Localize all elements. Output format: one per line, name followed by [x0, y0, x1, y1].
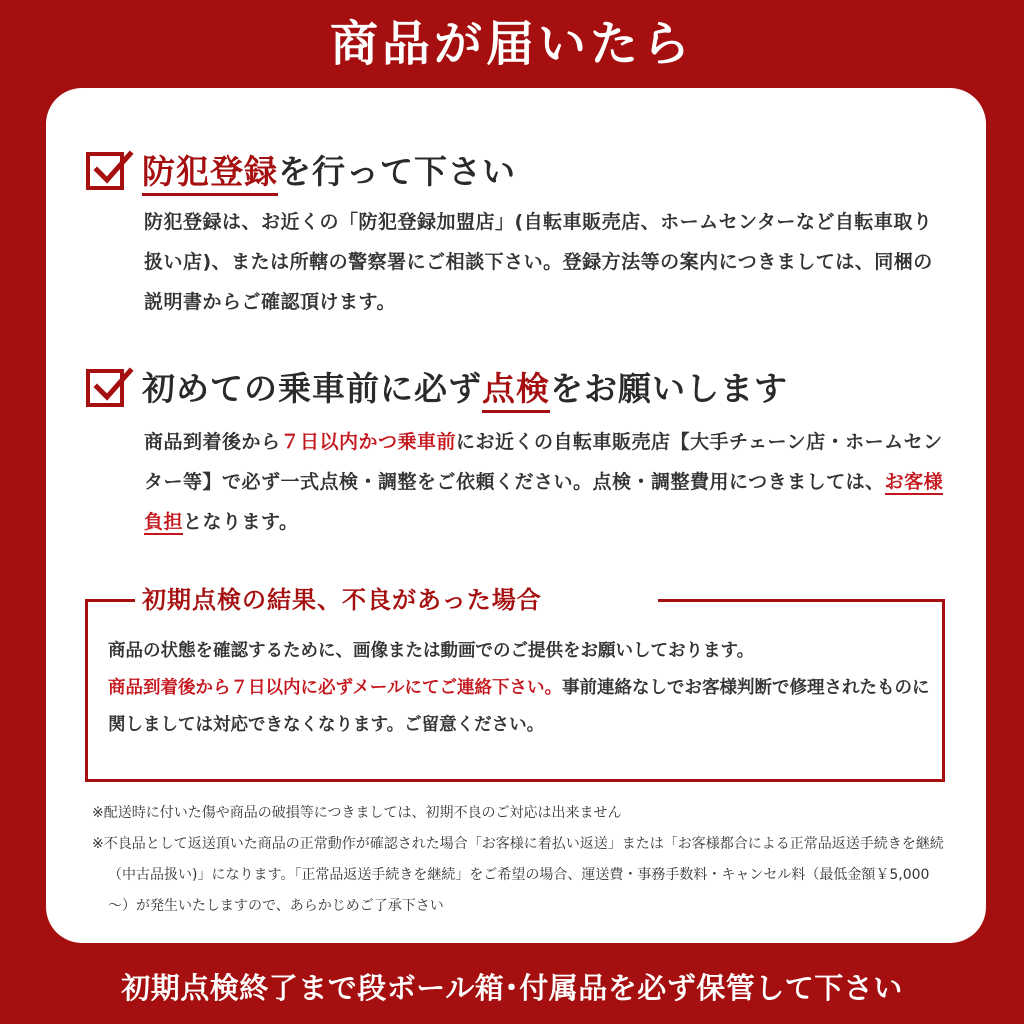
section2-body-part1: 商品到着後から	[144, 431, 281, 453]
section2-heading-highlight: 点検	[482, 369, 550, 413]
footer-banner: 初期点検終了まで段ボール箱･付属品を必ず保管して下さい	[121, 971, 903, 1005]
page-title: 商品が届いたら	[329, 16, 694, 72]
defect-box-top-border-right	[658, 599, 945, 602]
defect-box-rest-text: 事前連絡なしでお客様判断で修理されたものに関しましては対応できなくなります。ご留意ください。	[108, 678, 930, 735]
check-mark-icon	[88, 363, 134, 409]
checkbox-check-icon	[86, 152, 124, 190]
section2-heading-after: をお願いします	[550, 369, 788, 408]
defect-box-red-text: 商品到着後から７日以内に必ずメールにてご連絡下さい。	[108, 678, 562, 698]
section2-body-red2: お客様負担	[144, 471, 944, 533]
check-mark-icon	[88, 146, 134, 192]
content-card	[46, 88, 986, 943]
section2-body-part3: となります。	[183, 511, 299, 533]
defect-box-line1: 商品の状態を確認するために、画像または動画でのご提供をお願いしております。	[108, 641, 755, 661]
defect-box-title: 初期点検の結果、不良があった場合	[142, 586, 542, 614]
section1-heading-rest: を行って下さい	[278, 152, 516, 191]
defect-box-text	[108, 633, 938, 744]
section2-heading-before: 初めての乗車前に必ず	[142, 369, 482, 408]
checkbox-check-icon	[86, 369, 124, 407]
section2-body-red1: ７日以内かつ乗車前	[280, 431, 457, 453]
section2-heading	[142, 363, 788, 410]
section1-heading	[142, 146, 516, 193]
note-1: ※配送時に付いた傷や商品の破損等につきましては、初期不良のご対応は出来ません	[92, 805, 622, 821]
defect-box-top-border-left	[85, 599, 135, 602]
section2-body	[144, 422, 948, 542]
section2-body-part2: にお近くの自転車販売店【大手チェーン店・ホームセンター等】で必ず一式点検・調整をご依頼ください。点検・調整費用につきましては、	[144, 431, 943, 493]
note-2: ※不良品として返送頂いた商品の正常動作が確認された場合「お客様に着払い返送」または「お客様都合による正常品返送手続きを継続（中古品扱い)」になります。「正常品返送手続きを継続」をご希望の場合、運送費・事務手数料・キャンセル料（最低金額￥5,000 〜）が発生いたしますので、あらかじめご了承下さい	[92, 836, 944, 914]
section1-body: 防犯登録は、お近くの「防犯登録加盟店」(自転車販売店、ホームセンターなど自転車取り扱い店)、または所轄の警察署にご相談下さい。登録方法等の案内につきましては、同梱の説明書からご確認頂けます。	[144, 211, 933, 313]
notes	[92, 798, 952, 922]
section1-heading-highlight: 防犯登録	[142, 152, 278, 196]
